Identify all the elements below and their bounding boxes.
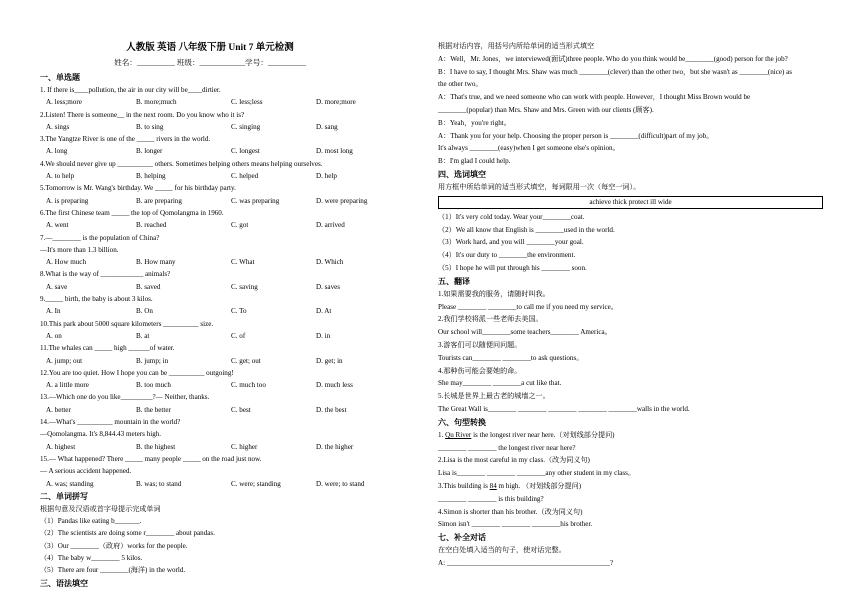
dialog-line: A：Thank you for your help. Choosing the proper person is ________(difficult)part of my job。 [438, 131, 714, 140]
translation-line: 5.长城是世界上最古老的城墙之一。 [438, 392, 550, 401]
dialog-completion-instructions: 在空白处填入适当的句子，使对话完整。 [438, 546, 566, 555]
answer-options [40, 256, 380, 268]
underlined-text: Qu River [445, 430, 472, 439]
option-a[interactable]: A. long [46, 147, 68, 156]
transform-answer: Lisa is________ ________ ________any other student in my class。 [438, 469, 636, 478]
dialog-line: B：Yeah，you're right。 [438, 118, 511, 127]
option-d[interactable]: D. more;more [316, 98, 356, 107]
option-b[interactable]: B. How many [136, 258, 176, 267]
spelling-item: （2）The scientists are doing some r________ about pandas. [40, 529, 215, 538]
question-text: 13.—Which one do you like_________?— Neither, thanks. [40, 393, 210, 402]
option-c[interactable]: C. was preparing [231, 196, 280, 205]
translation-line: She may________ ________a cut like that. [438, 379, 562, 388]
fill-item: （5）I hope he will put through his ________ soon. [438, 263, 587, 272]
option-c[interactable]: C. What [231, 258, 255, 267]
transform-answer: ________ ________ the longest river near here? [438, 443, 576, 452]
answer-options [40, 195, 380, 207]
dialog-line: the other two。 [438, 80, 483, 89]
section-heading-single-choice: 一、单选题 [40, 73, 80, 82]
option-c[interactable]: C. To [231, 307, 247, 316]
word-box: achieve thick protect ill wide [438, 196, 823, 209]
option-a[interactable]: A. was; standing [46, 479, 94, 488]
right-column [438, 0, 823, 570]
option-c[interactable]: C. got [231, 221, 249, 230]
translation-line: 2.我们学校将派一些老师去美国。 [438, 315, 543, 324]
question-text: 2.Listen! There is someone__ in the next room. Do you know who it is? [40, 110, 245, 119]
option-b[interactable]: B. are preparing [136, 196, 182, 205]
question-text: 3.The Yangtze River is one of the _____ rivers in the world. [40, 135, 211, 144]
question-text: 1. If there is____pollution, the air in our city will be____dirtier. [40, 86, 221, 94]
section-heading-grammar: 三、语法填空 [40, 578, 88, 588]
translation-line: 3.游客们可以随便问问题。 [438, 340, 522, 349]
section-heading-transformation: 六、句型转换 [438, 417, 486, 427]
option-c[interactable]: C. of [231, 331, 246, 340]
multiple-choice-list [40, 84, 380, 490]
transform-answer: Simon isn't ________ ________ ________his brother. [438, 520, 593, 529]
answer-options [40, 305, 380, 317]
answer-options [40, 478, 380, 490]
option-b[interactable]: B. the highest [136, 442, 176, 451]
option-c[interactable]: C. much too [231, 381, 266, 390]
transform-question: 1. Qu River is the longest river near here.（对划线部分提问) [438, 430, 615, 439]
section-heading-dialog-completion: 七、补全对话 [438, 533, 486, 543]
option-d[interactable]: D. much less [316, 381, 353, 390]
fill-item: （3）Work hard, and you will ________your goal. [438, 238, 584, 247]
option-a[interactable]: A. save [46, 282, 68, 291]
option-a[interactable]: A. highest [46, 442, 76, 451]
answer-options [40, 404, 380, 416]
option-b[interactable]: B. more;much [136, 98, 177, 107]
dialog-line: B：I have to say, I thought Mrs. Shaw was much ________(clever) than the other two，but she wasn't as ________(nice) as [438, 67, 793, 76]
option-d[interactable]: D. in [316, 331, 331, 340]
question-text: 14.—What's __________ mountain in the world? [40, 418, 181, 427]
question-text: 12.You are too quiet. How I hope you can be __________ outgoing! [40, 368, 234, 377]
section-heading-translation: 五、翻译 [438, 276, 470, 286]
spelling-item: （1）Pandas like eating b_______. [40, 517, 142, 526]
option-a[interactable]: A. to help [46, 172, 75, 181]
transform-question: 2.Lisa is the most careful in my class.（改为同义句) [438, 456, 590, 465]
option-b[interactable]: B. too much [136, 381, 171, 390]
option-d[interactable]: D. help [316, 172, 337, 181]
option-d[interactable]: D. the higher [316, 442, 354, 451]
option-b[interactable]: B. saved [136, 282, 161, 291]
answer-options [40, 219, 380, 231]
option-a[interactable]: A. better [46, 405, 71, 414]
question-text: 6.The first Chinese team _____ the top of Qomolangma in 1960. [40, 208, 224, 217]
option-d[interactable]: D. get; in [316, 356, 343, 365]
option-a[interactable]: A. less;more [46, 98, 82, 107]
question-text: 10.This park about 5000 square kilometers __________ size. [40, 319, 214, 328]
section-heading-spelling: 二、单词拼写 [40, 491, 88, 501]
spelling-item: （3）Our ________（政府）works for the people. [40, 541, 188, 550]
option-c[interactable]: C. longest [231, 147, 260, 156]
dialog-line: ________(popular) than Mrs. Shaw and Mrs. Green with our clients (顾客). [438, 105, 654, 114]
option-a[interactable]: A. a little more [46, 381, 89, 390]
option-b[interactable]: B. the better [136, 405, 171, 414]
fill-item: （2）We all know that English is ________used in the world. [438, 225, 615, 234]
question-text: 4.We should never give up __________ others. Sometimes helping others means helping ourselves. [40, 159, 323, 168]
option-c[interactable]: C. less;less [231, 98, 263, 107]
section-heading-word-choice: 四、选词填空 [438, 169, 486, 179]
dialog-line: It's always ________(easy)when I get someone else's opinion。 [438, 144, 620, 153]
option-a[interactable]: A. is preparing [46, 196, 89, 205]
option-c[interactable]: C. get; out [231, 356, 261, 365]
option-d[interactable]: D. were; to stand [316, 479, 365, 488]
option-c[interactable]: C. helped [231, 172, 259, 181]
option-c[interactable]: C. singing [231, 122, 261, 131]
dialog-completion-line: A: ______________________________________________? [438, 558, 614, 567]
option-d[interactable]: D. At [316, 307, 332, 316]
page-title: 人教版 英语 八年级下册 Unit 7 单元检测 [126, 43, 294, 53]
fill-item: （4）It's our duty to ________the environment. [438, 251, 576, 260]
question-text: 11.The whales can _____ high ______of water. [40, 344, 175, 353]
option-a[interactable]: A. went [46, 221, 69, 230]
option-d[interactable]: D. the best [316, 405, 347, 414]
spelling-item: （4）The baby w________ 5 kilos. [40, 553, 143, 562]
option-d[interactable]: D. Which [316, 258, 344, 267]
student-info-line: 姓名：__________ 班级：____________学号：__________ [114, 58, 306, 67]
underlined-text: 84 [489, 481, 497, 490]
option-b[interactable]: B. helping [136, 172, 166, 181]
answer-options [40, 379, 380, 391]
question-text: — A serious accident happened. [40, 467, 132, 476]
dialog-line: B：I'm glad I could help. [438, 157, 511, 166]
option-a[interactable]: A. In [46, 307, 61, 316]
transform-question: 3.This building is 84 m high. （对划线部分提问) [438, 481, 582, 490]
question-text: 9._____ birth, the baby is about 3 kilos. [40, 295, 153, 304]
dialog-line: A：That's true, and we need someone who can work with people. However，I thought Miss Brown would be [438, 93, 751, 102]
answer-options [40, 170, 380, 182]
translation-line: 1.如果需要我的服务，请随时叫我。 [438, 289, 550, 298]
question-text: —It's more than 1.3 billion. [40, 245, 119, 254]
dialog-line: A：Well，Mr. Jones，we interviewed(面试)three people. Who do you think would be________(good) person for the job? [438, 54, 788, 63]
option-d[interactable]: D. sang [316, 122, 338, 131]
option-b[interactable]: B. to sing [136, 122, 164, 131]
option-a[interactable]: A. on [46, 331, 62, 340]
option-b[interactable]: B. longer [136, 147, 163, 156]
option-a[interactable]: A. jump; out [46, 356, 83, 365]
option-c[interactable]: C. were; standing [231, 479, 281, 488]
option-b[interactable]: B. reached [136, 221, 167, 230]
option-d[interactable]: D. saves [316, 282, 341, 291]
answer-options [40, 121, 380, 133]
answer-options [40, 330, 380, 342]
left-column [40, 0, 380, 590]
question-text: 8.What is the way of ____________ animals? [40, 270, 171, 279]
transform-answer: ________ ________ is this building? [438, 494, 544, 503]
option-b[interactable]: B. was; to stand [136, 479, 182, 488]
word-choice-instructions: 用方框中所给单词的适当形式填空，每词限用一次（每空一词）。 [438, 182, 641, 191]
option-c[interactable]: C. best [231, 405, 251, 414]
translation-line: 4.那种伤可能会要她的命。 [438, 366, 522, 375]
option-d[interactable]: D. were preparing [316, 196, 368, 205]
option-a[interactable]: A. How much [46, 258, 86, 267]
question-text: 5.Tomorrow is Mr. Wang's birthday. We _____ for his birthday party. [40, 184, 236, 193]
option-b[interactable]: B. at [136, 331, 150, 340]
answer-options [40, 96, 380, 108]
answer-options [40, 441, 380, 453]
question-text: 7.—________ is the population of China? [40, 233, 160, 242]
option-b[interactable]: B. On [136, 307, 153, 316]
transform-question: 4.Simon is shorter than his brother.（改为同义句) [438, 507, 583, 516]
translation-line: Our school will________some teachers________ America。 [438, 328, 612, 337]
option-b[interactable]: B. jump; in [136, 356, 169, 365]
option-c[interactable]: C. saving [231, 282, 258, 291]
option-d[interactable]: D. most long [316, 147, 353, 156]
translation-line: Please ________ ________to call me if you need my service。 [438, 302, 618, 311]
spelling-item: （5）There are four ________(海洋) in the world. [40, 566, 186, 575]
grammar-instructions: 根据对话内容，用括号内所给单词的适当形式填空 [438, 42, 595, 50]
option-a[interactable]: A. sings [46, 122, 70, 131]
answer-options [40, 281, 380, 293]
answer-options [40, 355, 380, 367]
translation-line: Tourists can________ ________to ask questions。 [438, 353, 584, 362]
translation-line: The Great Wall is________ ________ ________ ________ ________walls in the world. [438, 404, 690, 413]
spelling-instructions: 根据句意及汉语或首字母提示完成单词 [40, 504, 161, 513]
question-text: —Qomolangma. It's 8,844.43 meters high. [40, 430, 162, 439]
option-d[interactable]: D. arrived [316, 221, 345, 230]
question-text: 15.— What happened? There _____ many people _____ on the road just now. [40, 454, 262, 463]
answer-options [40, 145, 380, 157]
option-c[interactable]: C. higher [231, 442, 258, 451]
fill-item: （1）It's very cold today. Wear your________coat. [438, 212, 585, 221]
